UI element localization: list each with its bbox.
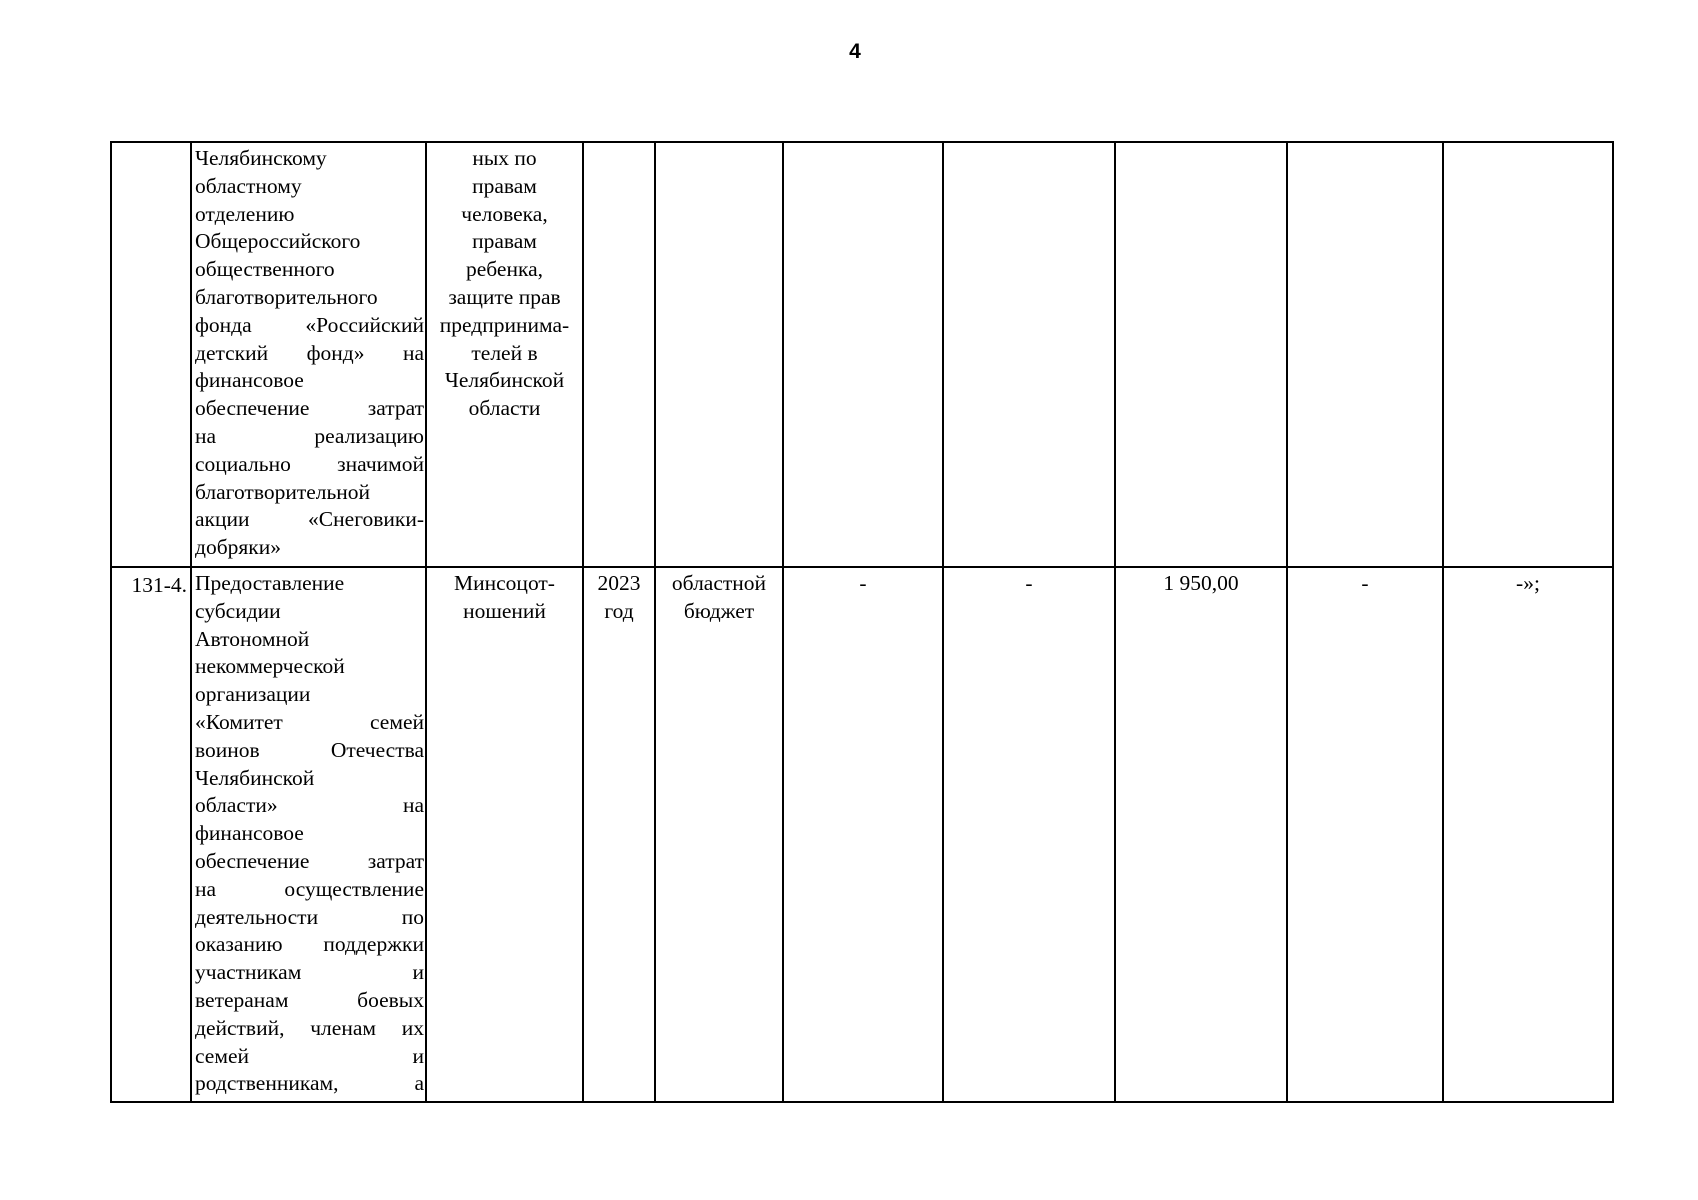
amount-cell — [943, 567, 1115, 1102]
description-line: финансовое — [195, 368, 304, 393]
year-line: 2023 — [597, 571, 641, 595]
amount-cell — [783, 142, 943, 567]
amount-value: -»; — [1516, 571, 1540, 595]
description-line: организации — [195, 682, 311, 707]
page-number: 4 — [849, 40, 861, 63]
executor-line: телей в — [471, 340, 538, 365]
description-line: на реализацию — [195, 423, 424, 448]
executor-line: ных по — [472, 146, 537, 170]
description-line: Общероссийского — [195, 229, 361, 254]
description-line: Предоставление — [195, 571, 345, 595]
funding-source-line: областной — [671, 571, 767, 595]
executor-line: правам — [472, 229, 537, 254]
executor-line: ребенка, — [465, 257, 544, 282]
executor-line: защите прав — [448, 284, 561, 309]
amount-value: 1 950,00 — [1163, 571, 1239, 595]
description-line: Челябинскому — [195, 146, 327, 170]
description-line: субсидии — [195, 598, 281, 623]
description-line: оказанию поддержки — [195, 932, 424, 957]
description-line: области» на — [195, 793, 424, 818]
executor-line: человека, — [461, 201, 548, 226]
amount-cell — [1443, 142, 1613, 567]
description-line: воинов Отечества — [195, 737, 424, 762]
executor-line: правам — [472, 173, 537, 198]
description-line: участникам и — [195, 960, 424, 985]
year-cell — [583, 567, 655, 1102]
amount-value: - — [1025, 571, 1033, 595]
table-row — [111, 567, 1613, 1102]
description-cell — [191, 142, 426, 567]
description-line: родственникам, а — [195, 1071, 424, 1096]
amount-cell — [783, 567, 943, 1102]
executor-line: Минсоцот- — [454, 571, 555, 595]
description-line: социально значимой — [195, 451, 424, 476]
amount-cell — [1115, 567, 1287, 1102]
description-line: на осуществление — [195, 876, 424, 901]
executor-line: области — [468, 396, 541, 421]
funding-source-line: бюджет — [683, 598, 755, 623]
description-line: финансовое — [195, 821, 304, 846]
description-line: отделению — [195, 201, 295, 226]
description-line: общественного — [195, 257, 335, 282]
amount-value: - — [1361, 571, 1369, 595]
year-cell — [583, 142, 655, 567]
description-line: Автономной — [195, 626, 310, 651]
amount-cell — [1115, 142, 1287, 567]
amount-value: - — [859, 571, 867, 595]
description-line: благотворительной — [195, 479, 371, 504]
description-line: Челябинской — [195, 765, 315, 790]
executor-cell — [426, 567, 583, 1102]
description-line: обеспечение затрат — [195, 848, 424, 873]
row-number: 131-4. — [131, 573, 187, 597]
funding-source-cell — [655, 567, 783, 1102]
description-line: акции «Снеговики- — [195, 507, 424, 532]
amount-cell — [1443, 567, 1613, 1102]
funding-source-cell — [655, 142, 783, 567]
description-line: действий, членам их — [195, 1015, 424, 1040]
description-line: добряки» — [195, 535, 281, 560]
amount-cell — [1287, 142, 1443, 567]
amount-cell — [1287, 567, 1443, 1102]
description-line: благотворительного — [195, 284, 378, 309]
description-line: детский фонд» на — [195, 340, 424, 365]
description-line: областному — [195, 173, 302, 198]
table-body — [111, 142, 1613, 1102]
description-line: семей и — [195, 1043, 424, 1068]
description-line: «Комитет семей — [195, 709, 424, 734]
description-line: деятельности по — [195, 904, 424, 929]
program-table — [110, 141, 1614, 1103]
description-line: обеспечение затрат — [195, 396, 424, 421]
description-cell — [191, 567, 426, 1102]
executor-line: предпринима- — [439, 312, 570, 337]
executor-line: Челябинской — [444, 368, 565, 393]
row-number-cell — [111, 142, 191, 567]
row-number-cell — [111, 567, 191, 1102]
description-line: фонда «Российский — [195, 312, 424, 337]
table-row — [111, 142, 1613, 567]
description-line: ветеранам боевых — [195, 987, 424, 1012]
amount-cell — [943, 142, 1115, 567]
year-line: год — [604, 598, 634, 623]
description-line: некоммерческой — [195, 654, 345, 679]
executor-line: ношений — [463, 598, 546, 623]
executor-cell — [426, 142, 583, 567]
